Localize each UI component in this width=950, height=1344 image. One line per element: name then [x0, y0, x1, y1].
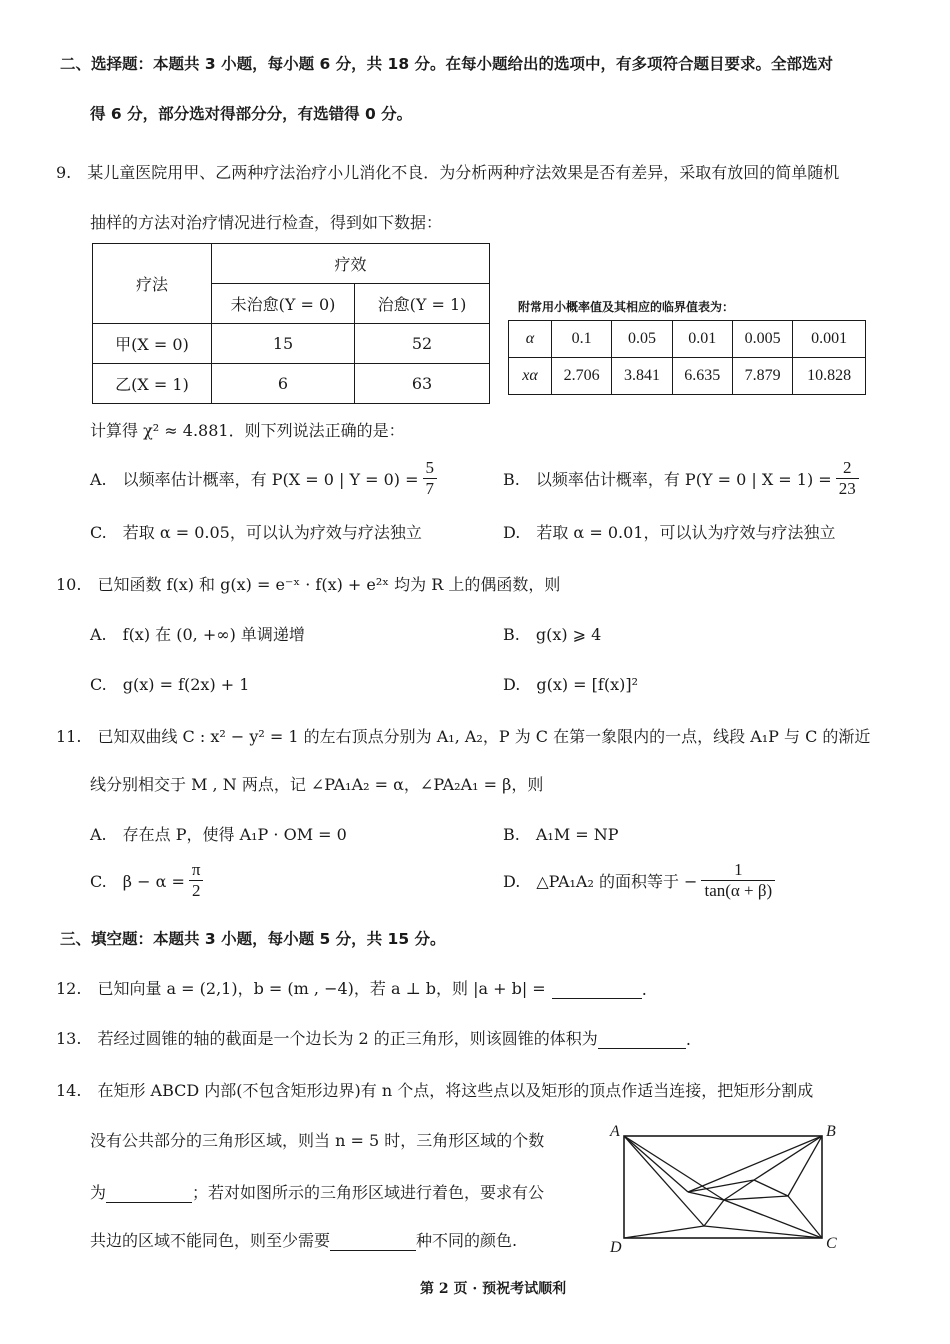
fraction: [423, 458, 438, 499]
table-col-uncured: 未治愈(Y = 0): [212, 284, 355, 324]
option-text: C. β − α =: [90, 872, 185, 891]
alpha-value: 0.005: [732, 321, 792, 358]
q11-stem-line1: 11. 已知双曲线 C : x² − y² = 1 的左右顶点分别为 A₁, A₂，P 为 C 在第一象限内的一点，线段 A₁P 与 C 的渐近: [56, 727, 871, 746]
q10-option-a: A. f(x) 在 (0, +∞) 单调递增: [90, 625, 305, 644]
q14-text: 共边的区域不能同色，则至少需要: [90, 1231, 331, 1250]
q9-data-table: [92, 243, 490, 404]
edge: [724, 1196, 788, 1200]
q9-stem-line1: 9. 某儿童医院用甲、乙两种疗法治疗小儿消化不良．为分析两种疗法效果是否有差异，采取有放回的简单随机: [56, 163, 840, 182]
x-alpha-label: xα: [509, 358, 552, 395]
q14-stem-line4: [90, 1228, 517, 1251]
q12: [56, 976, 647, 999]
fraction: [701, 860, 775, 901]
alpha-value: 0.001: [793, 321, 866, 358]
edge: [624, 1136, 704, 1226]
q9-option-a: [90, 458, 437, 499]
q10-option-c: C. g(x) = f(2x) + 1: [90, 675, 250, 694]
option-text: D. △PA₁A₂ 的面积等于 −: [503, 872, 698, 891]
edge: [754, 1180, 788, 1196]
q11-stem-line2: 线分别相交于 M , N 两点，记 ∠PA₁A₂ = α，∠PA₂A₁ = β，则: [90, 775, 544, 794]
numerator: 2: [836, 458, 859, 479]
q13-end: .: [685, 1030, 691, 1049]
rectangle-abcd: [624, 1136, 822, 1238]
section2-title-line1: 二、选择题：本题共 3 小题，每小题 6 分，共 18 分。在每小题给出的选项中，有多项符合题目要求。全部选对: [60, 55, 834, 73]
table-cell: 6: [212, 364, 355, 404]
edge: [624, 1226, 704, 1238]
denominator: tan(α + β): [704, 881, 773, 900]
rectangle-triangulation-figure: [600, 1118, 850, 1258]
table-cell: 15: [212, 324, 355, 364]
numerator: 5: [423, 458, 438, 479]
vertex-label-b: B: [826, 1123, 836, 1140]
q11-option-b: B. A₁M = NP: [503, 825, 619, 844]
alpha-value: 0.05: [612, 321, 672, 358]
q12-end: .: [641, 980, 647, 999]
q13: [56, 1026, 691, 1049]
q11-option-a: A. 存在点 P，使得 A₁P · OM = 0: [90, 825, 347, 844]
denominator: 2: [191, 881, 201, 900]
q9-option-d: D. 若取 α = 0.01，可以认为疗效与疗法独立: [503, 523, 836, 542]
answer-blank: [552, 984, 642, 999]
q9-stem-line2: 抽样的方法对治疗情况进行检查，得到如下数据：: [90, 213, 443, 232]
answer-blank: [330, 1236, 416, 1251]
answer-blank: [598, 1034, 686, 1049]
q10-option-d: D. g(x) = [f(x)]²: [503, 675, 639, 694]
table-header-method: 疗法: [93, 244, 212, 324]
critical-value-table: [508, 320, 866, 395]
option-text: B. 以频率估计概率，有 P(Y = 0 | X = 1) =: [503, 470, 832, 489]
alpha-value: 0.01: [672, 321, 732, 358]
q14-stem-line3: [90, 1180, 544, 1203]
table-header-effect: 疗效: [212, 244, 490, 284]
denominator: 7: [425, 479, 435, 498]
q9-option-c: C. 若取 α = 0.05，可以认为疗效与疗法独立: [90, 523, 422, 542]
q14-text: 为: [90, 1183, 107, 1202]
table-cell: 52: [355, 324, 490, 364]
q14-text: ；若对如图所示的三角形区域进行着色，要求有公: [192, 1183, 545, 1202]
answer-blank: [106, 1188, 192, 1203]
vertex-label-d: D: [610, 1239, 622, 1256]
edge: [624, 1136, 724, 1200]
section2-title-line2: 得 6 分，部分选对得部分分，有选错得 0 分。: [90, 105, 413, 123]
table-col-cured: 治愈(Y = 1): [355, 284, 490, 324]
table-row-label: 乙(X = 1): [93, 364, 212, 404]
q11-option-d: [503, 860, 775, 901]
q10-stem: 10. 已知函数 f(x) 和 g(x) = e⁻ˣ · f(x) + e²ˣ 均为 R 上的偶函数，则: [56, 575, 561, 594]
triangulation-lines: [624, 1136, 822, 1238]
q11-option-c: [90, 860, 203, 901]
x-alpha-value: 7.879: [732, 358, 792, 395]
x-alpha-value: 10.828: [793, 358, 866, 395]
edge: [788, 1136, 822, 1196]
edge: [704, 1226, 822, 1238]
denominator: 23: [838, 479, 856, 498]
vertex-label-a: A: [610, 1123, 620, 1140]
q13-text: 13. 若经过圆锥的轴的截面是一个边长为 2 的正三角形，则该圆锥的体积为: [56, 1029, 598, 1048]
q12-text: 12. 已知向量 a = (2,1)，b = (m , −4)，若 a ⊥ b，则 |a + b| =: [56, 979, 546, 998]
edge: [754, 1136, 822, 1180]
table-row: [93, 364, 490, 404]
table-cell: 63: [355, 364, 490, 404]
x-alpha-value: 6.635: [672, 358, 732, 395]
x-alpha-value: 2.706: [552, 358, 612, 395]
q14-text: 种不同的颜色.: [416, 1231, 518, 1250]
alpha-label: α: [509, 321, 552, 358]
numerator: 1: [701, 860, 775, 881]
numerator: π: [189, 860, 204, 881]
ref-table-caption: 附常用小概率值及其相应的临界值表为：: [518, 300, 735, 314]
page-footer: 第 2 页 · 预祝考试顺利: [420, 1281, 567, 1297]
table-row-label: 甲(X = 0): [93, 324, 212, 364]
x-alpha-value: 3.841: [612, 358, 672, 395]
fraction: [189, 860, 204, 901]
alpha-value: 0.1: [552, 321, 612, 358]
q9-chi-square-stem: 计算得 χ² ≈ 4.881．则下列说法正确的是：: [90, 421, 405, 440]
edge: [624, 1136, 688, 1192]
vertex-label-c: C: [826, 1235, 837, 1252]
q14-stem-line1: 14. 在矩形 ABCD 内部(不包含矩形边界)有 n 个点，将这些点以及矩形的顶点作适当连接，把矩形分割成: [56, 1081, 814, 1100]
fraction: [836, 458, 859, 499]
table-row: [93, 324, 490, 364]
edge: [704, 1200, 724, 1226]
section3-title: 三、填空题：本题共 3 小题，每小题 5 分，共 15 分。: [60, 930, 446, 948]
q14-stem-line2: 没有公共部分的三角形区域，则当 n = 5 时，三角形区域的个数: [90, 1131, 545, 1150]
edge: [688, 1136, 822, 1192]
option-text: A. 以频率估计概率，有 P(X = 0 | Y = 0) =: [90, 470, 419, 489]
q10-option-b: B. g(x) ⩾ 4: [503, 625, 602, 644]
q9-option-b: [503, 458, 859, 499]
